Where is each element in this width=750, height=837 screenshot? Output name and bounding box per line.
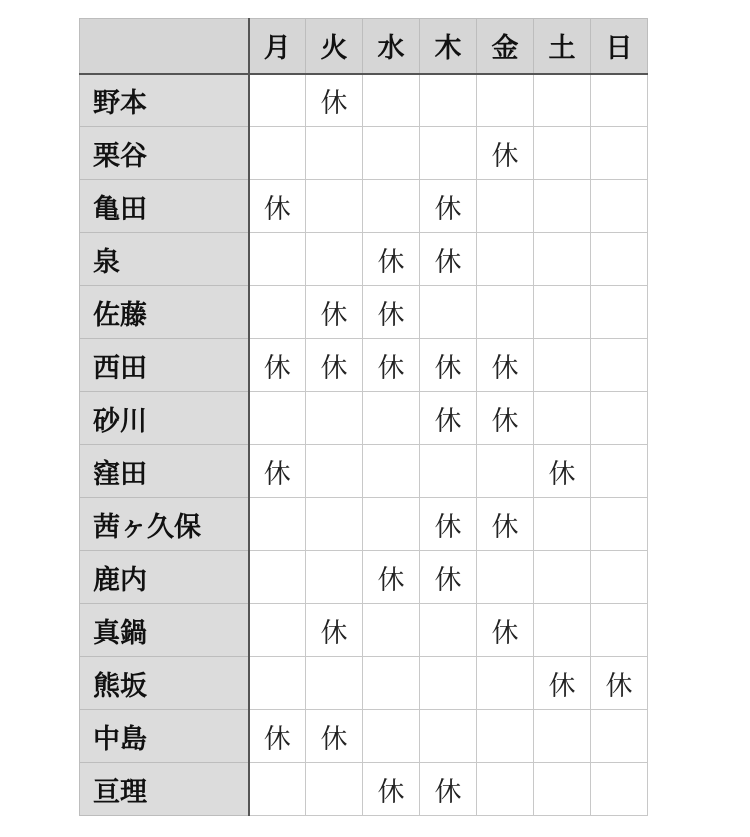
day-cell-mon[interactable]: 休 bbox=[249, 180, 306, 233]
day-cell-wed[interactable] bbox=[363, 127, 420, 180]
day-cell-wed[interactable] bbox=[363, 392, 420, 445]
table-row bbox=[80, 498, 648, 551]
day-cell-sat[interactable] bbox=[534, 604, 591, 657]
day-cell-mon[interactable] bbox=[249, 392, 306, 445]
day-header-mon: 月 bbox=[249, 19, 306, 74]
day-cell-sun[interactable]: 休 bbox=[591, 657, 648, 710]
day-cell-mon[interactable] bbox=[249, 551, 306, 604]
day-cell-fri[interactable]: 休 bbox=[477, 127, 534, 180]
day-cell-fri[interactable] bbox=[477, 286, 534, 339]
day-header-wed: 水 bbox=[363, 19, 420, 74]
day-cell-mon[interactable]: 休 bbox=[249, 710, 306, 763]
day-cell-tue[interactable] bbox=[306, 392, 363, 445]
table-body bbox=[80, 74, 648, 816]
day-cell-tue[interactable] bbox=[306, 763, 363, 816]
table-row bbox=[80, 180, 648, 233]
day-cell-mon[interactable] bbox=[249, 233, 306, 286]
day-cell-thu[interactable]: 休 bbox=[420, 498, 477, 551]
day-cell-tue[interactable] bbox=[306, 127, 363, 180]
day-cell-thu[interactable] bbox=[420, 445, 477, 498]
day-cell-sat[interactable] bbox=[534, 551, 591, 604]
employee-name-cell[interactable]: 泉 bbox=[80, 233, 249, 286]
day-cell-mon[interactable] bbox=[249, 74, 306, 127]
day-cell-sun[interactable] bbox=[591, 392, 648, 445]
employee-name-cell[interactable]: 野本 bbox=[80, 74, 249, 127]
day-cell-thu[interactable] bbox=[420, 657, 477, 710]
day-cell-fri[interactable] bbox=[477, 180, 534, 233]
day-cell-wed[interactable]: 休 bbox=[363, 233, 420, 286]
day-cell-fri[interactable] bbox=[477, 233, 534, 286]
table-row bbox=[80, 445, 648, 498]
employee-name-cell[interactable]: 中島 bbox=[80, 710, 249, 763]
day-cell-tue[interactable]: 休 bbox=[306, 710, 363, 763]
day-cell-sun[interactable] bbox=[591, 445, 648, 498]
table-row bbox=[80, 551, 648, 604]
day-cell-mon[interactable] bbox=[249, 286, 306, 339]
day-cell-wed[interactable]: 休 bbox=[363, 339, 420, 392]
day-cell-thu[interactable]: 休 bbox=[420, 339, 477, 392]
day-cell-fri[interactable]: 休 bbox=[477, 339, 534, 392]
day-cell-thu[interactable] bbox=[420, 710, 477, 763]
day-cell-wed[interactable] bbox=[363, 604, 420, 657]
day-header-fri: 金 bbox=[477, 19, 534, 74]
day-cell-mon[interactable]: 休 bbox=[249, 339, 306, 392]
day-cell-wed[interactable] bbox=[363, 180, 420, 233]
day-cell-sat[interactable] bbox=[534, 710, 591, 763]
day-cell-tue[interactable]: 休 bbox=[306, 339, 363, 392]
day-cell-sun[interactable] bbox=[591, 498, 648, 551]
day-header-sun: 日 bbox=[591, 19, 648, 74]
day-cell-tue[interactable]: 休 bbox=[306, 74, 363, 127]
day-cell-sun[interactable] bbox=[591, 710, 648, 763]
day-cell-tue[interactable]: 休 bbox=[306, 286, 363, 339]
day-cell-sat[interactable] bbox=[534, 180, 591, 233]
day-cell-sun[interactable] bbox=[591, 127, 648, 180]
day-cell-mon[interactable] bbox=[249, 498, 306, 551]
corner-cell bbox=[80, 19, 249, 74]
day-cell-fri[interactable]: 休 bbox=[477, 392, 534, 445]
day-cell-sun[interactable] bbox=[591, 551, 648, 604]
day-cell-sat[interactable] bbox=[534, 339, 591, 392]
day-cell-sun[interactable] bbox=[591, 233, 648, 286]
table-row bbox=[80, 763, 648, 816]
employee-name-cell[interactable]: 佐藤 bbox=[80, 286, 249, 339]
day-cell-fri[interactable] bbox=[477, 763, 534, 816]
day-cell-fri[interactable] bbox=[477, 710, 534, 763]
day-cell-fri[interactable] bbox=[477, 74, 534, 127]
day-cell-wed[interactable]: 休 bbox=[363, 551, 420, 604]
day-cell-tue[interactable] bbox=[306, 551, 363, 604]
employee-name-cell[interactable]: 真鍋 bbox=[80, 604, 249, 657]
day-cell-fri[interactable] bbox=[477, 551, 534, 604]
shift-schedule-table bbox=[79, 18, 648, 816]
day-cell-thu[interactable] bbox=[420, 604, 477, 657]
day-cell-mon[interactable] bbox=[249, 763, 306, 816]
day-cell-tue[interactable] bbox=[306, 445, 363, 498]
employee-name-cell[interactable]: 亘理 bbox=[80, 763, 249, 816]
table-row bbox=[80, 233, 648, 286]
day-header-tue: 火 bbox=[306, 19, 363, 74]
employee-name-cell[interactable]: 西田 bbox=[80, 339, 249, 392]
day-cell-sun[interactable] bbox=[591, 339, 648, 392]
day-cell-sun[interactable] bbox=[591, 763, 648, 816]
header-row bbox=[80, 19, 648, 74]
table-row bbox=[80, 710, 648, 763]
employee-name-cell[interactable]: 栗谷 bbox=[80, 127, 249, 180]
day-cell-tue[interactable] bbox=[306, 180, 363, 233]
day-header-sat: 土 bbox=[534, 19, 591, 74]
day-cell-fri[interactable] bbox=[477, 445, 534, 498]
day-cell-sat[interactable] bbox=[534, 127, 591, 180]
day-cell-wed[interactable] bbox=[363, 710, 420, 763]
day-cell-thu[interactable] bbox=[420, 127, 477, 180]
table-row bbox=[80, 74, 648, 127]
day-cell-sat[interactable] bbox=[534, 763, 591, 816]
day-cell-thu[interactable]: 休 bbox=[420, 180, 477, 233]
table-row bbox=[80, 286, 648, 339]
day-cell-mon[interactable]: 休 bbox=[249, 445, 306, 498]
day-cell-sat[interactable] bbox=[534, 74, 591, 127]
day-cell-thu[interactable]: 休 bbox=[420, 233, 477, 286]
employee-name-cell[interactable]: 窪田 bbox=[80, 445, 249, 498]
day-cell-tue[interactable] bbox=[306, 233, 363, 286]
day-cell-sat[interactable] bbox=[534, 498, 591, 551]
day-cell-wed[interactable] bbox=[363, 445, 420, 498]
employee-name-cell[interactable]: 熊坂 bbox=[80, 657, 249, 710]
day-cell-sun[interactable] bbox=[591, 604, 648, 657]
day-cell-thu[interactable]: 休 bbox=[420, 392, 477, 445]
day-cell-wed[interactable]: 休 bbox=[363, 763, 420, 816]
day-cell-tue[interactable]: 休 bbox=[306, 604, 363, 657]
day-cell-mon[interactable] bbox=[249, 127, 306, 180]
day-cell-tue[interactable] bbox=[306, 498, 363, 551]
day-cell-thu[interactable] bbox=[420, 286, 477, 339]
day-cell-fri[interactable]: 休 bbox=[477, 604, 534, 657]
day-cell-sat[interactable] bbox=[534, 392, 591, 445]
day-cell-thu[interactable]: 休 bbox=[420, 551, 477, 604]
day-cell-fri[interactable]: 休 bbox=[477, 498, 534, 551]
day-cell-wed[interactable] bbox=[363, 657, 420, 710]
day-cell-sat[interactable] bbox=[534, 286, 591, 339]
day-cell-thu[interactable]: 休 bbox=[420, 763, 477, 816]
table-row bbox=[80, 604, 648, 657]
day-cell-mon[interactable] bbox=[249, 657, 306, 710]
employee-name-cell[interactable]: 鹿内 bbox=[80, 551, 249, 604]
employee-name-cell[interactable]: 亀田 bbox=[80, 180, 249, 233]
day-cell-wed[interactable]: 休 bbox=[363, 286, 420, 339]
table-row bbox=[80, 339, 648, 392]
day-cell-mon[interactable] bbox=[249, 604, 306, 657]
day-cell-sun[interactable] bbox=[591, 74, 648, 127]
table-row bbox=[80, 657, 648, 710]
day-cell-sat[interactable] bbox=[534, 233, 591, 286]
day-cell-thu[interactable] bbox=[420, 74, 477, 127]
employee-name-cell[interactable]: 茜ヶ久保 bbox=[80, 498, 249, 551]
day-cell-wed[interactable] bbox=[363, 498, 420, 551]
day-cell-sat[interactable]: 休 bbox=[534, 445, 591, 498]
table-row bbox=[80, 127, 648, 180]
day-cell-sun[interactable] bbox=[591, 286, 648, 339]
day-cell-fri[interactable] bbox=[477, 657, 534, 710]
day-header-thu: 木 bbox=[420, 19, 477, 74]
table-header bbox=[80, 19, 648, 74]
table-row bbox=[80, 392, 648, 445]
employee-name-cell[interactable]: 砂川 bbox=[80, 392, 249, 445]
day-cell-tue[interactable] bbox=[306, 657, 363, 710]
day-cell-sun[interactable] bbox=[591, 180, 648, 233]
day-cell-wed[interactable] bbox=[363, 74, 420, 127]
day-cell-sat[interactable]: 休 bbox=[534, 657, 591, 710]
